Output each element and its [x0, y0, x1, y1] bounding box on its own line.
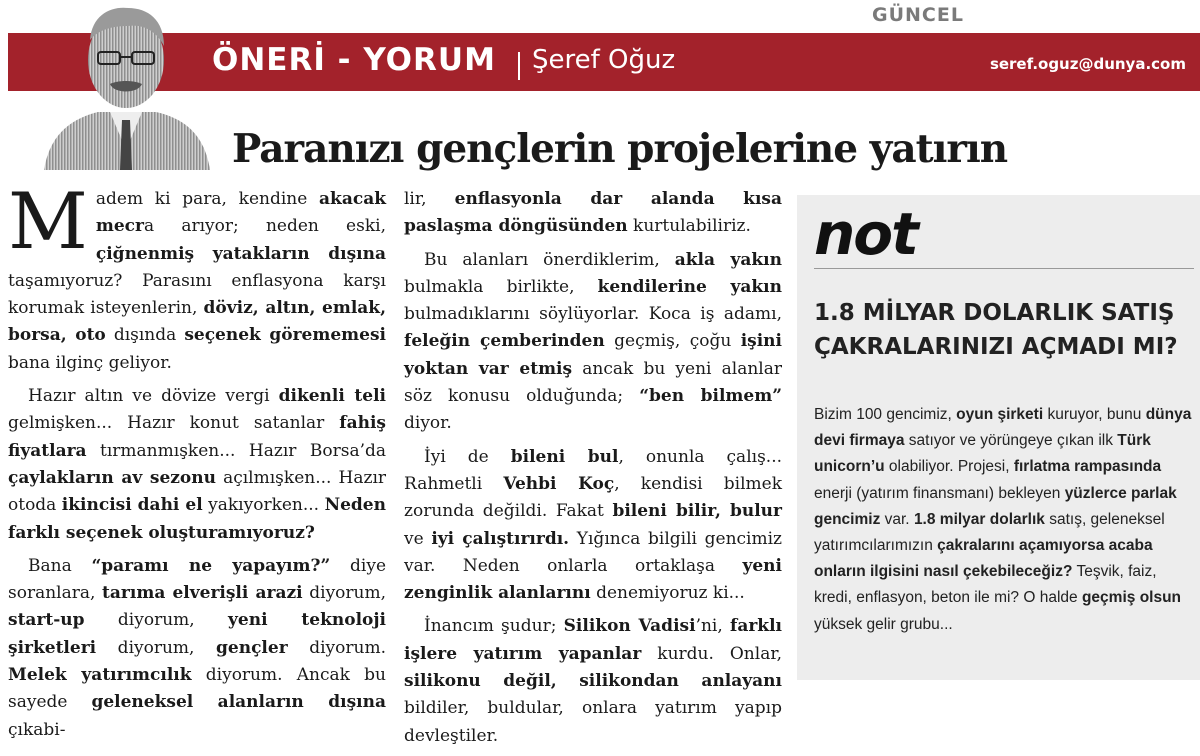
paragraph-7: İnancım şudur; Silikon Vadisi’ni, farklı işlere yatırım yapanlar kurdu. Onlar, silikonu değil, silikondan anlayanı bildiler, buldular, onlara yatırım yapıp devleştiler. — [404, 616, 782, 746]
sidebar-label: not — [814, 200, 917, 268]
author-email[interactable]: seref.oguz@dunya.com — [989, 55, 1186, 73]
paragraph-2: Hazır altın ve dövize vergi dikenli teli gelmişken... Hazır konut satanlar fahiş fiyatlara tırmanmışken... Hazır Borsa’da çaylakların av sezonu açılmışken... Hazır otoda ikincisi dahi el yakıyorken... Neden farklı seçenek oluşturamıyoruz? — [8, 386, 387, 543]
banner-separator — [518, 52, 520, 80]
article-column-1 — [8, 177, 387, 750]
sidebar-heading: 1.8 MİLYAR DOLARLIK SATIŞ ÇAKRALARINIZI AÇMADI MI? — [814, 300, 1178, 360]
article-headline: Paranızı gençlerin projelerine yatırın — [232, 126, 1008, 172]
paragraph-4: lir, enflasyonla dar alanda kısa paslaşma döngüsünden kurtulabiliriz. — [404, 189, 782, 237]
author-name: Şeref Oğuz — [532, 45, 676, 75]
paragraph-1: Madem ki para, kendine akacak mecra arıyor; neden eski, çiğnenmiş yatakların dışına taşamıyoruz? Parasını enflasyona karşı korumak isteyenlerin, döviz, altın, emlak, borsa, oto dışında seçenek görememesi bana ilginç geliyor. — [8, 177, 387, 373]
paragraph-3: Bana “paramı ne yapayım?” diye soranlara, tarıma elverişli arazi diyorum, start-up diyorum, yeni teknoloji şirketleri diyorum, gençler diyorum. Melek yatırımcılık diyorum. Ancak bu sayede geleneksel alanların dışına çıkabi- — [8, 555, 387, 740]
drop-cap: M — [8, 177, 88, 267]
article-column-2 — [404, 186, 782, 756]
sidebar-body: Bizim 100 gencimiz, oyun şirketi kuruyor, bunu dünya devi firmaya satıyor ve yörüngeye çıkan ilk Türk unicorn’u olabiliyor. Projesi, fırlatma rampasında enerji (yatırım finansmanı) bekleyen yüzlerce parlak gencimiz var. 1.8 milyar dolarlık satış, geleneksel yatırımcılarımızın çakralarını açamıyorsa acaba onların ilgisini nasıl çekebileceğiz? Teşvik, faiz, kredi, enflasyon, beton ile mi? O halde geçmiş olsun yüksek gelir grubu... — [814, 406, 1192, 633]
author-photo — [40, 0, 212, 170]
sidebar-divider — [814, 268, 1194, 269]
paragraph-5: Bu alanları önerdiklerim, akla yakın bulmakla birlikte, kendilerine yakın bulmadıklarını söylüyorlar. Koca iş adamı, feleğin çemberinden geçmiş, çoğu işini yoktan var etmiş ancak bu yeni alanlar söz konusu olduğunda; “ben bilmem” diyor. — [404, 249, 782, 434]
column-title: ÖNERİ - YORUM — [212, 42, 496, 78]
section-label: GÜNCEL — [872, 4, 964, 26]
paragraph-6: İyi de bileni bul, onunla çalış... Rahmetli Vehbi Koç, kendisi bilmek zorunda değildi. Fakat bileni bilir, bulur ve iyi çalıştırırdı. Yığınca bilgili gencimiz var. Neden onlarla ortaklaşa yeni zenginlik alanlarını denemiyoruz ki... — [404, 446, 782, 604]
